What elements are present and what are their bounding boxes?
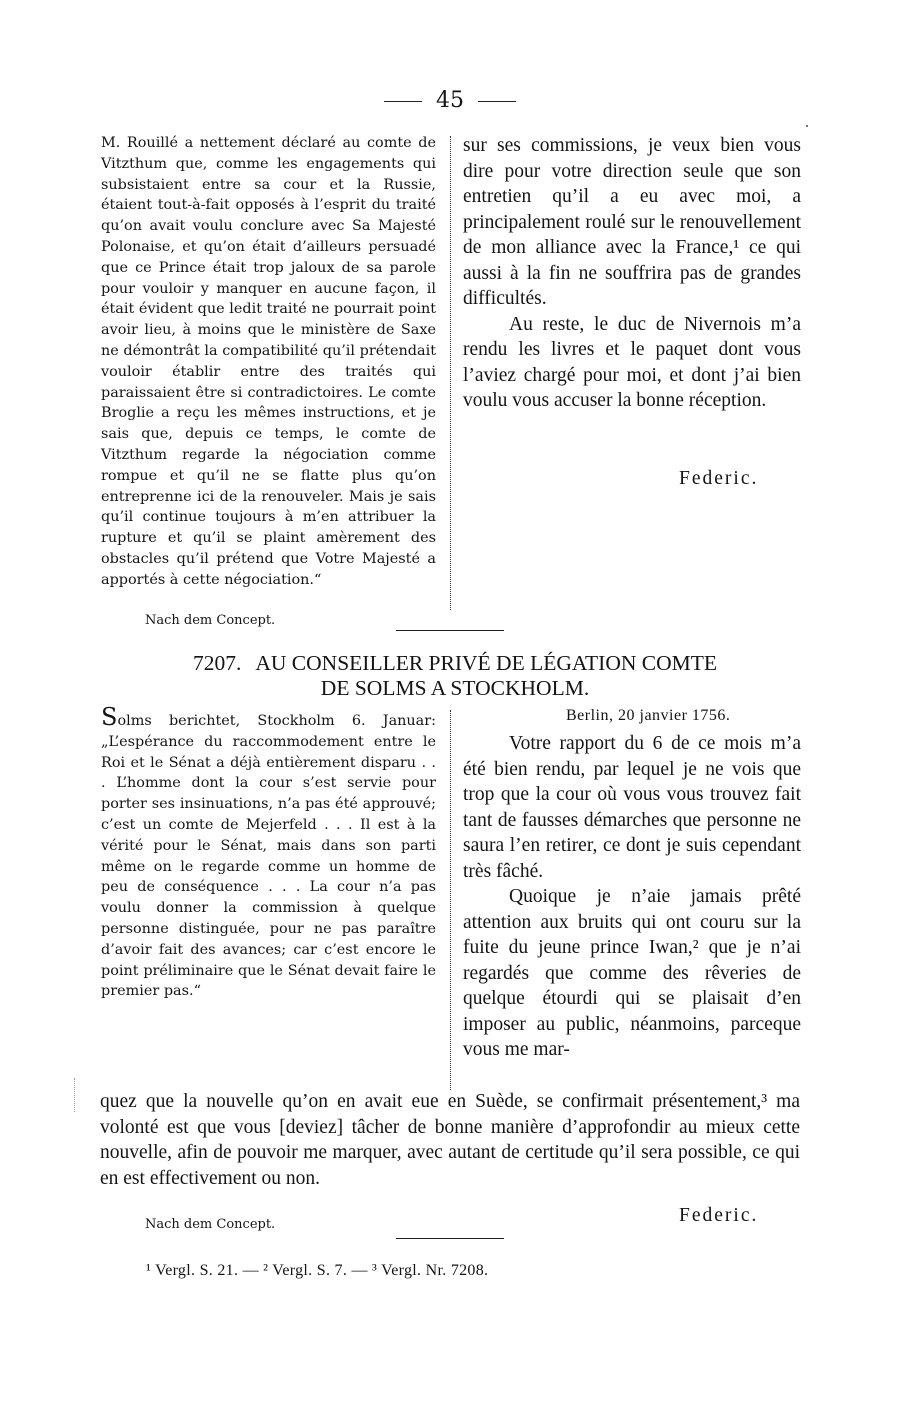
document-heading-line-1 — [110, 651, 800, 676]
margin-mark-left — [74, 1078, 75, 1112]
document-right-column — [463, 731, 801, 1063]
document-left-text: olms berichtet, Stockholm 6. Januar: „L’espérance du raccommodement entre le Roi et le Sénat a déjà entièrement disparu . . . L’homme dont la cour s’est servie pour porter ses insinuations, n’a pas été approuvé; c’est un comte de Mejerfeld . . . Il est à la vérité pour le Sénat, mais dans son parti même on le regarde comme un homme de peu de conséquence . . . La cour n’a pas voulu donner la commission à quelque personne distinguée, pour ne pas paraître d’avoir fait des avances; car c’est encore le point préliminaire que le Sénat devait faire le premier pas.“ — [101, 713, 436, 1000]
section1-signature: Federic. — [679, 468, 759, 489]
margin-mark — [806, 125, 808, 127]
section1-left-column: M. Rouillé a nettement déclaré au comte de Vitzthum que, comme les engagements qui subsistaient entre sa cour et la Russie, étaient tout-à-fait opposés à l’esprit du traité qu’on avait voulu conclure avec Sa Majesté Polonaise, et qu’on était d’ailleurs persuadé que ce Prince était trop jaloux de sa parole pour vouloir y manquer en aucune façon, il était évident que ledit traité ne pourrait point avoir lieu, à moins que le ministère de Saxe ne démontrât la compatibilité qu’il prétendait vouloir établir entre des traités qui paraissaient être si contradictoires. Le comte Broglie a reçu les mêmes instructions, et je sais que, depuis ce temps, le comte de Vitzthum regarde la négociation comme rompue et qu’il ne se flatte plus qu’on entreprenne ici de la renouveler. Mais je sais qu’il continue toujours à m’en attribuer la rupture et qu’il se plaint amèrement des obstacles qu’il prétend que Votre Majesté a apportés à cette négociation.“ — [101, 135, 436, 588]
document-full-width-text: quez que la nouvelle qu’on en avait eue en Suède, se confirmait présentement,³ ma volonté est que vous [deviez] tâcher de bonne manière d’approfondir au mieux cette nouvelle, afin de pouvoir me marquer, avec autant de certitude qu’il sera possible, ce qui en est effectivement ou non. — [100, 1091, 800, 1189]
page-number-value: 45 — [436, 88, 464, 113]
document-right-paragraph-2: Quoique je n’aie jamais prêté attention aux bruits qui ont couru sur la fuite du jeune prince Iwan,² que je n’ai regardés que comme des rêveries de quelque étourdi qui se plaisait d’en imposer au public, néanmoins, parceque vous me mar- — [463, 886, 801, 1060]
section1-source-note: Nach dem Concept. — [145, 613, 276, 628]
section-rule-2 — [396, 1238, 504, 1239]
document-signature: Federic. — [679, 1205, 759, 1226]
document-right-paragraph-1: Votre rapport du 6 de ce mois m’a été bien rendu, par lequel je ne vois que trop que la cour où vous vous trouvez fait tant de fausses démarches que personne ne saura l’en retirer, ce dont je suis cependant très fâché. — [463, 733, 801, 882]
document-number: 7207. — [193, 651, 242, 675]
document-dateline: Berlin, 20 janvier 1756. — [566, 707, 731, 724]
section-rule-1 — [396, 630, 504, 631]
column-divider-top — [450, 136, 451, 610]
section1-right-paragraph-2: Au reste, le duc de Nivernois m’a rendu les livres et le paquet dont vous l’aviez chargé pour moi, et dont j’ai bien voulu vous accuser la bonne réception. — [463, 313, 801, 411]
footnotes: ¹ Vergl. S. 21. — ² Vergl. S. 7. — ³ Vergl. Nr. 7208. — [146, 1262, 489, 1279]
document-left-dropcap: S — [101, 703, 118, 731]
page-number-dash-right — [478, 101, 516, 102]
column-divider-bottom — [450, 710, 451, 1090]
page-number-dash-left — [384, 101, 422, 102]
section1-right-paragraph-1: sur ses commissions, je veux bien vous dire pour votre direction seule que son entretien qu’il a eu avec moi, a principalement roulé sur le renouvellement de mon alliance avec la France,¹ ce qui aussi à la fin ne souffrira pas de grandes difficultés. — [463, 135, 801, 309]
document-title-line-1: AU CONSEILLER PRIVÉ DE LÉGATION COMTE — [255, 651, 717, 675]
document-source-note: Nach dem Concept. — [145, 1217, 276, 1232]
document-heading — [110, 651, 800, 701]
document-title-line-2: DE SOLMS A STOCKHOLM. — [320, 676, 590, 700]
document-left-column — [101, 703, 436, 1002]
page-number — [0, 88, 900, 113]
section1-right-column — [463, 133, 801, 414]
